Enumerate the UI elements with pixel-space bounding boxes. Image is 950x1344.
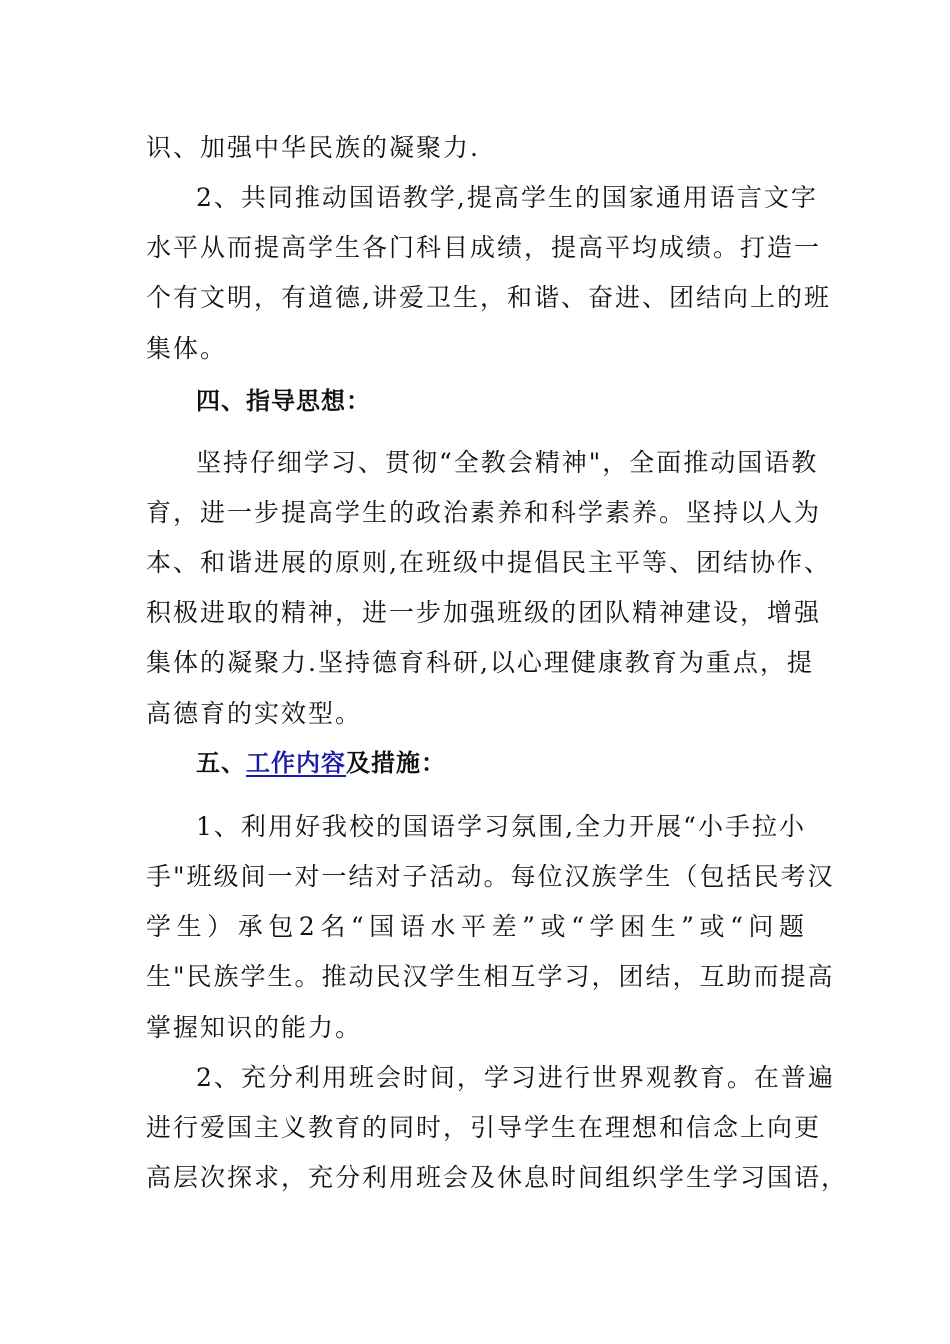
paragraph-line: 1、利用好我校的国语学习氛围,全力开展“小手拉小: [196, 812, 806, 841]
paragraph-line: 学生）承包2名“国语水平差”或“学困生”或“问题: [146, 912, 806, 941]
paragraph-line: 本、和谐进展的原则,在班级中提倡民主平等、团结协作、: [146, 548, 831, 577]
paragraph-line: 识、加强中华民族的凝聚力.: [146, 133, 480, 162]
paragraph-line: 育，进一步提高学生的政治素养和科学素养。坚持以人为: [146, 498, 822, 527]
work-content-link[interactable]: 工作内容: [246, 749, 346, 777]
paragraph-line: 个有文明，有道德,讲爱卫生，和谐、奋进、团结向上的班: [146, 283, 831, 312]
paragraph-line: 2、充分利用班会时间，学习进行世界观教育。在普遍: [196, 1063, 835, 1092]
paragraph-line: 进行爱国主义教育的同时，引导学生在理想和信念上向更: [146, 1113, 822, 1142]
paragraph-line: 手"班级间一对一结对子活动。每位汉族学生（包括民考汉: [146, 862, 835, 891]
heading-suffix: 及措施：: [346, 749, 446, 777]
paragraph-line: 2、共同推动国语教学,提高学生的国家通用语言文字: [196, 183, 818, 212]
paragraph-line: 水平从而提高学生各门科目成绩，提高平均成绩。打造一: [146, 233, 822, 262]
paragraph-line: 积极进取的精神，进一步加强班级的团队精神建设，增强: [146, 598, 822, 627]
paragraph-line: 集体。: [146, 334, 228, 363]
section-heading: [196, 746, 446, 780]
paragraph-line: 生"民族学生。推动民汉学生相互学习，团结，互助而提高: [146, 962, 835, 991]
paragraph-line: 高德育的实效型。: [146, 699, 363, 728]
paragraph-line: 掌握知识的能力。: [146, 1013, 363, 1042]
section-heading: 四、指导思想：: [196, 387, 371, 415]
paragraph-line: 高层次探求，充分利用班会及休息时间组织学生学习国语，: [146, 1163, 849, 1192]
heading-prefix: 五、: [196, 749, 246, 777]
paragraph-line: 集体的凝聚力.坚持德育科研,以心理健康教育为重点，提: [146, 648, 814, 677]
paragraph-line: 坚持仔细学习、贯彻“全教会精神"，全面推动国语教: [196, 448, 819, 477]
